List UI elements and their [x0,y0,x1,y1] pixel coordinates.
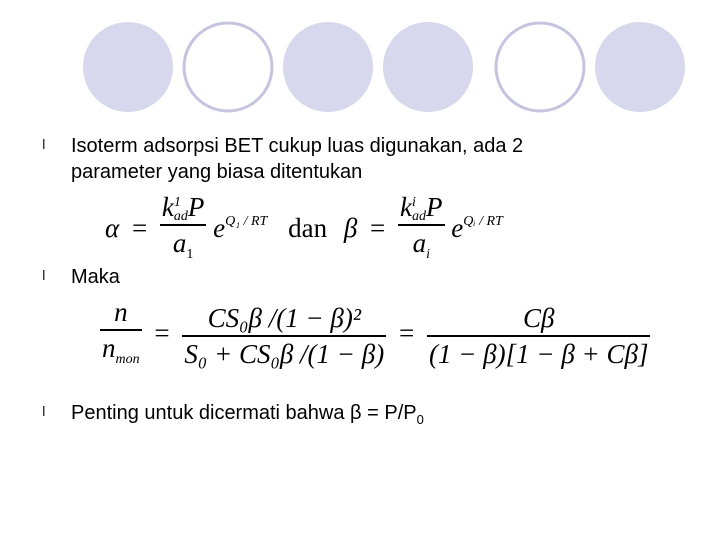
subscript-zero: 0 [416,412,424,427]
equation-bet [100,295,650,377]
circle-3 [283,22,373,112]
fraction-middle [182,301,386,371]
denominator-2: $a_i$ [412,227,430,262]
equation-alpha-beta [105,190,503,272]
circle-4 [383,22,473,112]
alpha-symbol: α [105,212,120,243]
denominator-right: (1 − β)[1 − β + Cβ] [428,338,649,369]
bullet-marker: l [42,405,46,420]
denominator-middle: S₀ + CS₀β /(1 − β) [184,338,385,369]
numerator-2: k i ad P [400,192,443,224]
exp-base: e [213,212,226,243]
exponent-2: Qᵢ / RT [463,213,503,229]
fraction-right [427,301,651,371]
circle-1 [83,22,173,112]
fraction-n-nmon [100,295,142,377]
denominator: $a_1$ [172,227,194,262]
fraction-alpha [160,190,206,272]
equals-sign-4: = [398,317,415,348]
bullet-line-1: Isoterm adsorpsi BET cukup luas digunakan, ada 2 [71,135,524,157]
bullet-text [71,133,523,185]
fraction-beta [398,190,444,272]
exp-base-2: e [451,212,464,243]
decorative-circles [0,0,720,130]
circle-6 [595,22,685,112]
bullet-marker: l [42,269,46,284]
bullet-item-3 [42,400,424,433]
exponent: Q₁ / RT [225,213,268,229]
equals-sign-3: = [154,317,170,348]
dan-word: dan [288,212,328,243]
beta-symbol: β [343,212,358,243]
denominator-nmon: $n_{mon}$ [102,332,140,367]
circle-2 [184,23,272,111]
numerator-n: n [114,297,128,327]
numerator-middle: CS₀β /(1 − β)² [207,303,361,333]
bullet-text: Maka [71,266,120,288]
bullet-text [71,400,424,433]
bullet-3-text: Penting untuk dicermati bahwa β = P/P [71,402,417,424]
circle-5 [496,23,584,111]
equals-sign-2: = [370,212,386,243]
equals-sign: = [131,212,148,243]
bullet-marker: l [42,138,46,153]
numerator-right: Cβ [522,303,555,333]
bullet-line-2: parameter yang biasa ditentukan [71,161,363,183]
bullet-item-1 [42,133,523,185]
numerator: k 1 ad P [161,192,205,224]
bullet-item-2 [42,264,120,290]
